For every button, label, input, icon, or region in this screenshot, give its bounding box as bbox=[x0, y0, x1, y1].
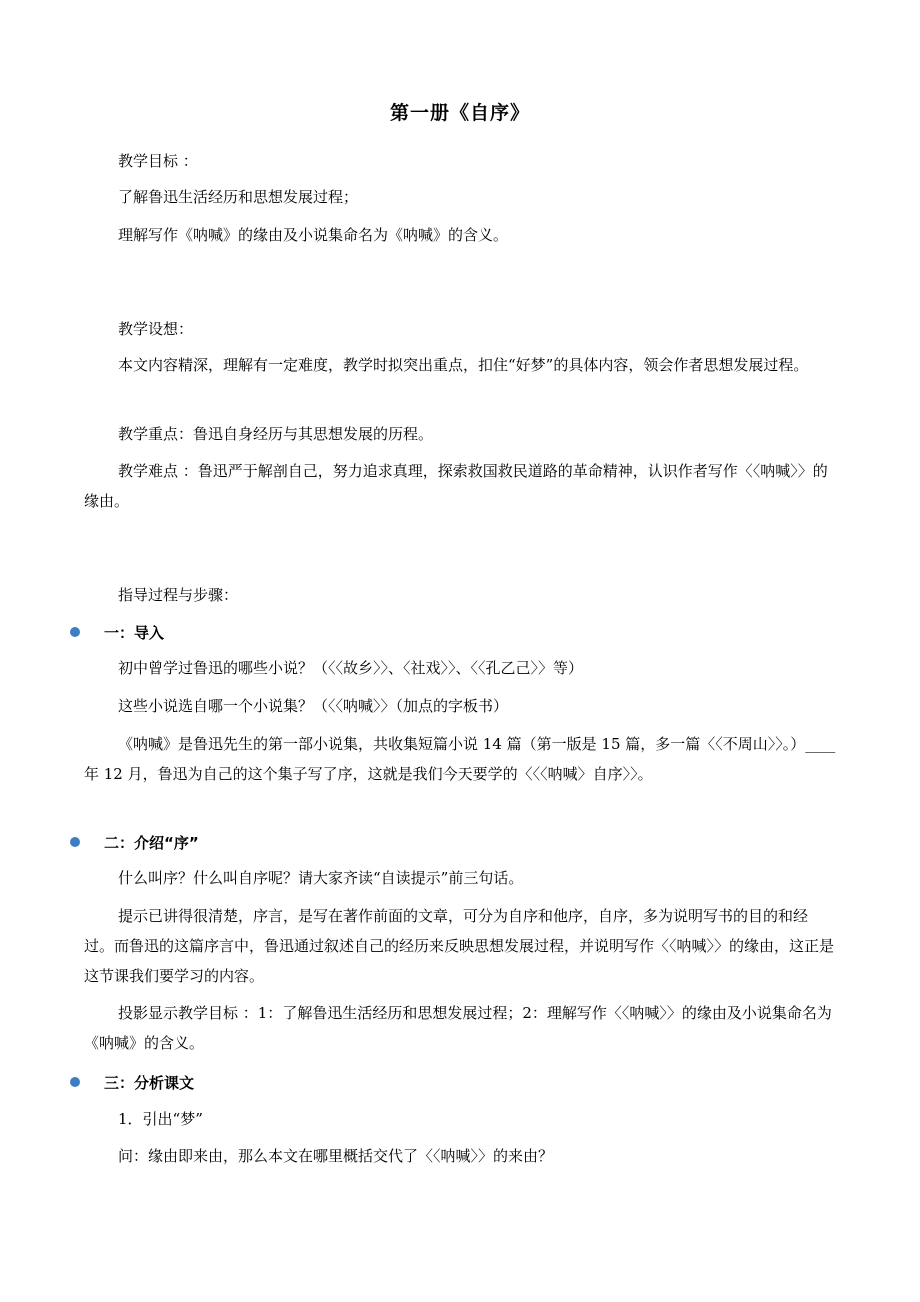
section-heading bbox=[70, 830, 199, 854]
process-label: 指导过程与步骤： bbox=[118, 586, 239, 604]
bullet-icon bbox=[70, 837, 80, 847]
paragraph: 问：缘由即来由，那么本文在哪里概括交代了〈〈呐喊〉〉的来由？ bbox=[118, 1147, 554, 1165]
paragraph: 1．引出“梦” bbox=[118, 1110, 203, 1128]
goal-2: 理解写作《呐喊》的缘由及小说集命名为《呐喊》的含义。 bbox=[118, 226, 509, 244]
bullet-icon bbox=[70, 1077, 80, 1087]
document-title: 第一册《自序》 bbox=[389, 102, 530, 124]
section-heading bbox=[70, 620, 164, 644]
paragraph: 提示已讲得很清楚，序言，是写在著作前面的文章，可分为自序和他序，自序，多为说明写书的目的和经过。而鲁迅的这篇序言中，鲁迅通过叙述自己的经历来反映思想发展过程，并说明写作〈〈呐喊〉〉的缘由，这正是这节课我们要学习的内容。 bbox=[84, 907, 835, 985]
teaching-difficulty: 教学难点 ：鲁迅严于解剖自己，努力追求真理，探索救国救民道路的革命精神，认识作者写作〈〈呐喊〉〉的缘由。 bbox=[84, 462, 828, 510]
paragraph: 这些小说选自哪一个小说集？（〈〈呐喊〉〉（加点的字板书） bbox=[118, 697, 509, 715]
goal-1: 了解鲁迅生活经历和思想发展过程； bbox=[118, 188, 359, 206]
design-text: 本文内容精深，理解有一定难度，教学时拟突出重点，扣住“好梦”的具体内容，领会作者思想发展过程。 bbox=[118, 356, 809, 374]
design-label: 教学设想： bbox=[118, 320, 194, 338]
section-heading-text: 三：分析课文 bbox=[104, 1073, 195, 1092]
paragraph: 什么叫序？什么叫自序呢？请大家齐读“自读提示”前三句话。 bbox=[118, 869, 524, 887]
teaching-focus: 教学重点：鲁迅自身经历与其思想发展的历程。 bbox=[118, 425, 434, 443]
bullet-icon bbox=[70, 627, 80, 637]
goals-label: 教学目标 ： bbox=[118, 152, 198, 170]
section-heading-text: 二：介绍“序” bbox=[104, 833, 199, 852]
section-heading-text: 一：导入 bbox=[104, 623, 165, 642]
paragraph: 初中曾学过鲁迅的哪些小说？（〈〈故乡〉〉、〈社戏〉〉、〈〈孔乙己〉〉等） bbox=[118, 659, 584, 677]
paragraph: 《呐喊》是鲁迅先生的第一部小说集，共收集短篇小说 14 篇（第一版是 15 篇，多一篇〈〈不周山〉〉。）____年 12 月，鲁迅为自己的这个集子写了序，这就是我们今天要学的〈〈〈呐喊〉自序〉〉。 bbox=[84, 735, 836, 783]
paragraph: 投影显示教学目标 ：1：了解鲁迅生活经历和思想发展过程；2：理解写作〈〈呐喊〉〉的缘由及小说集命名为《呐喊》的含义。 bbox=[84, 1004, 832, 1052]
section-heading bbox=[70, 1070, 194, 1094]
